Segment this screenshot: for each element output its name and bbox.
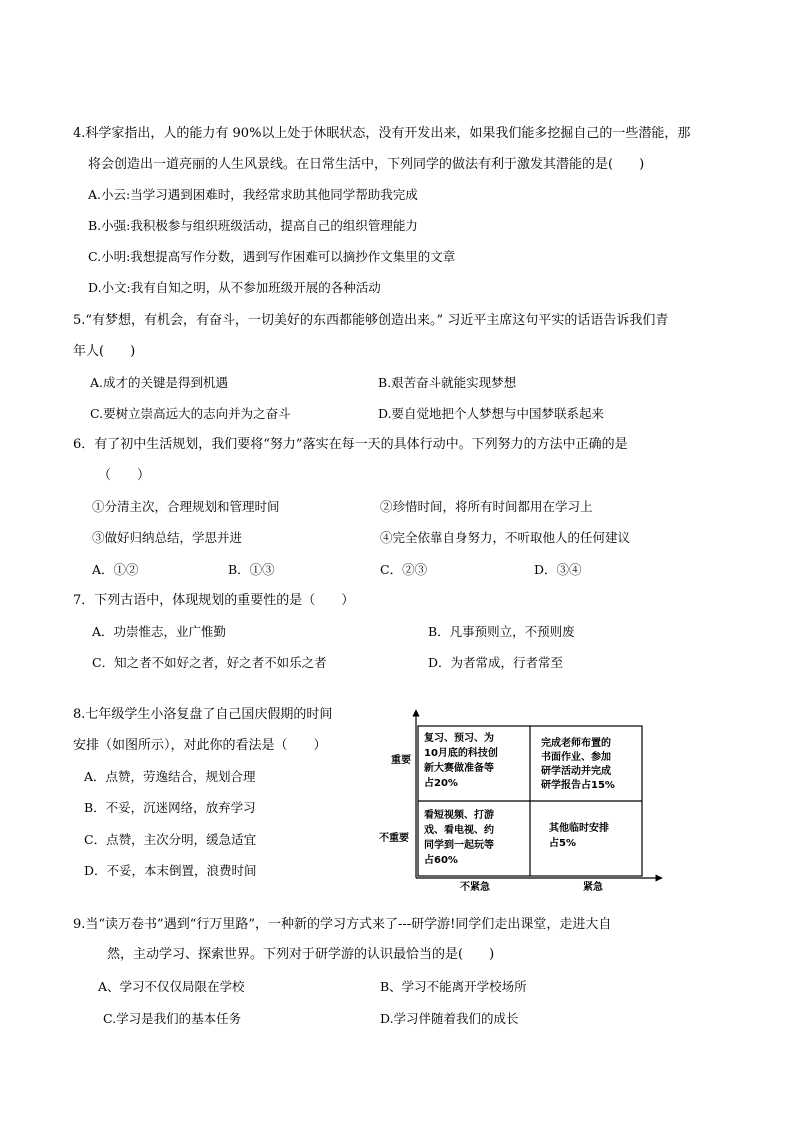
q5-stem-line1: 5.“有梦想，有机会，有奋斗，一切美好的东西都能够创造出来。” 习近平主席这句平实的话语告诉我们青 <box>73 313 669 328</box>
time-matrix-figure <box>370 700 670 900</box>
q8-stem-line1: 8.七年级学生小洛复盘了自己国庆假期的时间 <box>73 707 333 722</box>
q4-stem-line1: 4.科学家指出，人的能力有 90%以上处于休眠状态，没有开发出来，如果我们能多挖掘自己的一些潜能，那 <box>73 126 691 141</box>
cell-tl-line2: 10月底的科技创 <box>424 748 498 759</box>
q4-option-d: D.小文:我有自知之明，从不参加班级开展的各种活动 <box>88 280 381 295</box>
q6-item-4: ④完全依靠自身努力，不听取他人的任何建议 <box>380 530 631 545</box>
q6-stem-line1: 6．有了初中生活规划，我们要将“努力”落实在每一天的具体行动中。下列努力的方法中正确的是 <box>73 437 628 452</box>
axis-label-not-urgent: 不紧急 <box>460 882 490 893</box>
q6-option-a: A．①② <box>92 562 139 577</box>
cell-tl-line3: 新大赛做准备等 <box>424 763 494 774</box>
cell-bl-line3: 同学到一起玩等 <box>424 840 494 851</box>
q4-option-b: B.小强:我积极参与组织班级活动，提高自己的组织管理能力 <box>88 218 418 233</box>
q4-option-c: C.小明:我想提高写作分数，遇到写作困难可以摘抄作文集里的文章 <box>88 249 456 264</box>
q8-stem-line2: 安排（如图所示），对此你的看法是（ ） <box>73 738 327 753</box>
cell-bl-line2: 戏、看电视、约 <box>424 825 494 836</box>
q6-item-2: ②珍惜时间，将所有时间都用在学习上 <box>380 499 593 514</box>
q9-stem-line2: 然，主动学习、探索世界。下列对于研学游的认识最恰当的是( ) <box>107 947 495 962</box>
q6-item-3: ③做好归纳总结，学思并进 <box>92 530 243 545</box>
cell-bl-line1: 看短视频、打游 <box>424 810 494 821</box>
q8-option-a: A．点赞，劳逸结合，规划合理 <box>84 769 256 784</box>
cell-tl-line1: 复习、预习、为 <box>424 733 494 744</box>
q5-option-c: C.要树立崇高远大的志向并为之奋斗 <box>90 406 291 421</box>
cell-tr-line1: 完成老师布置的 <box>541 738 611 749</box>
axis-label-important: 重要 <box>391 755 411 766</box>
q5-option-b: B.艰苦奋斗就能实现梦想 <box>378 375 517 390</box>
q7-option-d: D．为者常成，行者常至 <box>428 655 564 670</box>
q8-option-d: D．不妥，本末倒置，浪费时间 <box>84 863 257 878</box>
axis-label-not-important: 不重要 <box>379 833 409 844</box>
q6-option-b: B．①③ <box>228 562 275 577</box>
q6-option-d: D．③④ <box>534 562 582 577</box>
q7-option-b: B．凡事预则立，不预则废 <box>428 624 575 639</box>
q7-option-a: A．功崇惟志，业广惟勤 <box>92 624 227 639</box>
q9-option-a: A、学习不仅仅局限在学校 <box>98 979 245 994</box>
axis-label-urgent: 紧急 <box>583 882 603 893</box>
q9-stem-line1: 9.当“读万卷书”遇到“行万里路”，一种新的学习方式来了---研学游!同学们走出课堂，走进大自 <box>73 917 612 932</box>
q4-option-a: A.小云:当学习遇到困难时，我经常求助其他同学帮助我完成 <box>88 187 418 202</box>
cell-tl-line4: 占20% <box>424 778 458 789</box>
q4-stem-line2: 将会创造出一道亮丽的人生风景线。在日常生活中，下列同学的做法有利于激发其潜能的是( ) <box>88 157 645 172</box>
q6-stem-line2: （ ） <box>98 468 151 483</box>
cell-tr-line4: 研学报告占15% <box>541 780 615 791</box>
cell-br-line1: 其他临时安排 <box>549 823 609 834</box>
q8-option-c: C．点赞，主次分明，缓急适宜 <box>84 832 257 847</box>
q6-option-c: C．②③ <box>380 562 428 577</box>
q9-option-b: B、学习不能离开学校场所 <box>380 979 527 994</box>
cell-bl-line4: 占60% <box>424 855 458 866</box>
q5-option-a: A.成才的关键是得到机遇 <box>90 375 229 390</box>
q9-option-d: D.学习伴随着我们的成长 <box>380 1011 519 1026</box>
q8-option-b: B．不妥，沉迷网络，放弃学习 <box>84 800 256 815</box>
q7-stem: 7．下列古语中，体现规划的重要性的是（ ） <box>73 593 355 608</box>
cell-tr-line3: 研学活动并完成 <box>541 766 611 777</box>
q6-item-1: ①分清主次，合理规划和管理时间 <box>92 499 280 514</box>
q7-option-c: C．知之者不如好之者，好之者不如乐之者 <box>92 655 327 670</box>
cell-tr-line2: 书面作业、参加 <box>541 752 611 763</box>
q9-option-c: C.学习是我们的基本任务 <box>103 1011 242 1026</box>
q5-option-d: D.要自觉地把个人梦想与中国梦联系起来 <box>378 406 605 421</box>
cell-br-line2: 占5% <box>549 838 576 849</box>
q5-stem-line2: 年人( ) <box>73 344 136 359</box>
